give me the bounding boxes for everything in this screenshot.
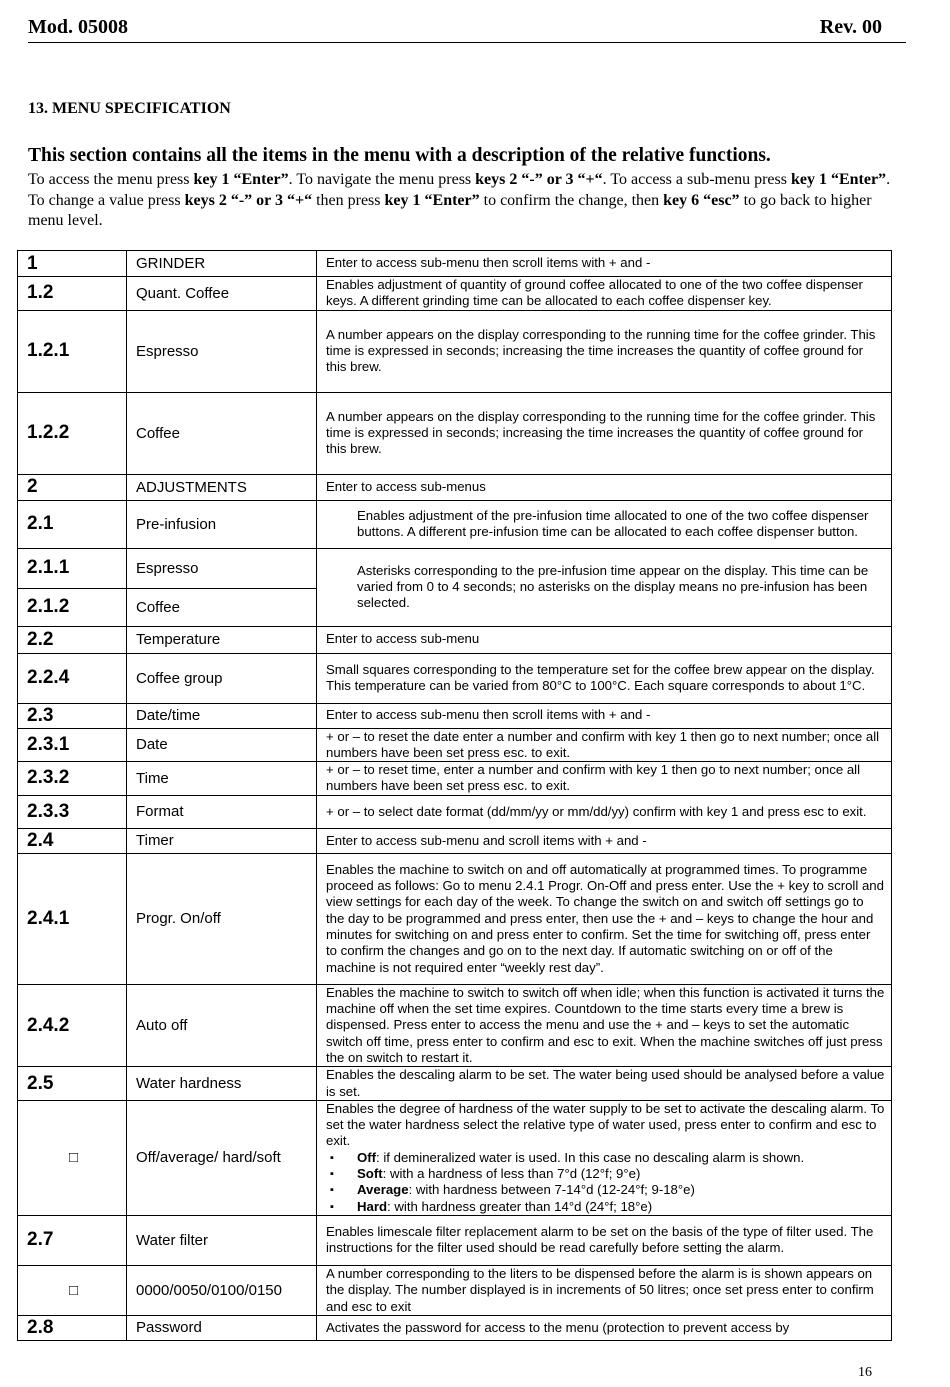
item-name: Coffee: [127, 392, 317, 474]
table-row: [18, 703, 892, 728]
item-number: 2.3.3: [18, 795, 127, 828]
item-number: 2.4: [18, 828, 127, 853]
table-row: [18, 277, 892, 311]
item-number: 2.3.2: [18, 762, 127, 796]
item-description: A number appears on the display corresponding to the running time for the coffee grinder. This time is expressed in seconds; increasing the time increases the quantity of coffee ground for this brew.: [317, 310, 892, 392]
menu-spec-table: [17, 250, 892, 1341]
item-name: ADJUSTMENTS: [127, 474, 317, 500]
item-number: 2.8: [18, 1315, 127, 1340]
page-number: 16: [858, 1365, 872, 1380]
table-row: [18, 251, 892, 277]
model-number: Mod. 05008: [28, 16, 128, 38]
item-description: Enter to access sub-menu then scroll items with + and -: [317, 703, 892, 728]
item-number: 1.2.1: [18, 310, 127, 392]
item-name: Date/time: [127, 703, 317, 728]
table-row: [18, 828, 892, 853]
section-title: 13. MENU SPECIFICATION: [28, 100, 231, 117]
table-row: [18, 853, 892, 984]
item-number: 2.4.2: [18, 984, 127, 1066]
item-number: 2.2: [18, 626, 127, 653]
item-description: Enter to access sub-menus: [317, 474, 892, 500]
item-number: 2.1: [18, 500, 127, 548]
table-row: [18, 500, 892, 548]
item-number: 2.2.4: [18, 653, 127, 703]
list-item: ▪ Average: with hardness between 7-14°d (12-24°f; 9-18°e): [330, 1182, 885, 1198]
item-name: Water filter: [127, 1215, 317, 1265]
item-description: A number appears on the display corresponding to the running time for the coffee grinder. This time is expressed in seconds; increasing the time increases the quantity of coffee ground for this brew.: [317, 392, 892, 474]
table-row: [18, 984, 892, 1066]
item-number: 2: [18, 474, 127, 500]
item-name: Date: [127, 728, 317, 762]
item-description: + or – to reset time, enter a number and confirm with key 1 then go to next number; once all numbers have been set press esc. to exit.: [317, 762, 892, 796]
item-description: Enables the machine to switch to switch off when idle; when this function is activated it turns the machine off when the set time expires. Countdown to the time starts every time a brew is dispensed. Press enter to access the menu and use the + and – keys to set the automatic switch off time, press enter to confirm and esc to exit. When the machine switches off just press the on switch to restart it.: [317, 984, 892, 1066]
item-description: Enables adjustment of the pre-infusion time allocated to one of the two coffee dispenser buttons. A different pre-infusion time can be allocated to each coffee dispenser button.: [317, 500, 892, 548]
item-name: Espresso: [127, 310, 317, 392]
item-description: Enables the degree of hardness of the water supply to be set to activate the descaling alarm. To set the water hardness select the relative type of water used, press enter to confirm and esc to exit. ▪ Off: if demineralized water is used. In this case no descaling alarm is shown. ▪ Soft: with a hardness of less than 7°d (12°f; 9°e) ▪ Average: with hardness between 7-14°d (12-24°f; 9-18°e) ▪ Hard: with hardness greater than 14°d (24°f; 18°e): [317, 1100, 892, 1215]
list-item: ▪ Soft: with a hardness of less than 7°d (12°f; 9°e): [330, 1166, 885, 1182]
item-description: Enables adjustment of quantity of ground coffee allocated to one of the two coffee dispenser keys. A different grinding time can be allocated to each coffee dispenser key.: [317, 277, 892, 311]
page-header: [28, 14, 906, 43]
table-row: [18, 1315, 892, 1340]
item-number: 2.1.1: [18, 548, 127, 588]
item-name: Off/average/ hard/soft: [127, 1100, 317, 1215]
item-number: 2.3.1: [18, 728, 127, 762]
item-name: Coffee: [127, 588, 317, 626]
item-name: GRINDER: [127, 251, 317, 277]
item-name: Temperature: [127, 626, 317, 653]
table-row: [18, 1215, 892, 1265]
hardness-list: [326, 1150, 885, 1215]
item-description: Enter to access sub-menu and scroll items with + and -: [317, 828, 892, 853]
item-description: Enables the descaling alarm to be set. The water being used should be analysed before a value is set.: [317, 1067, 892, 1101]
item-description: Activates the password for access to the menu (protection to prevent access by: [317, 1315, 892, 1340]
item-number: 2.1.2: [18, 588, 127, 626]
item-description: Enter to access sub-menu: [317, 626, 892, 653]
table-row: [18, 1100, 892, 1215]
item-name: Time: [127, 762, 317, 796]
table-row: [18, 548, 892, 588]
item-number: 2.4.1: [18, 853, 127, 984]
item-description: Enables the machine to switch on and off automatically at programmed times. To programme proceed as follows: Go to menu 2.4.1 Progr. On-Off and press enter. Use the + key to scroll and view settings for each day of the week. To change the switch on and switch off settings go to the day to be programmed and press enter, then use the + and – keys to change the hour and minutes for switching on and press enter to confirm. Set the time for switching off, press enter to confirm the changes and go on to the next day. If automatic switching on or off of the machine is not required enter “weekly rest day”.: [317, 853, 892, 984]
item-description: + or – to reset the date enter a number and confirm with key 1 then go to next number; once all numbers have been set press esc. to exit.: [317, 728, 892, 762]
list-item: ▪ Hard: with hardness greater than 14°d (24°f; 18°e): [330, 1199, 885, 1215]
table-row: [18, 1067, 892, 1101]
checkbox-square: □: [18, 1265, 127, 1315]
item-description: Asterisks corresponding to the pre-infusion time appear on the display. This time can be varied from 0 to 4 seconds; no asterisks on the display means no pre-infusion has been selected.: [317, 548, 892, 626]
item-name: Quant. Coffee: [127, 277, 317, 311]
item-name: Pre-infusion: [127, 500, 317, 548]
item-name: Auto off: [127, 984, 317, 1066]
item-name: 0000/0050/0100/0150: [127, 1265, 317, 1315]
item-number: 2.5: [18, 1067, 127, 1101]
table-row: [18, 762, 892, 796]
item-name: Progr. On/off: [127, 853, 317, 984]
checkbox-square: □: [18, 1100, 127, 1215]
intro-paragraph: To access the menu press key 1 “Enter”. To navigate the menu press keys 2 “-” or 3 “+“. To access a sub-menu press key 1 “Enter”. To change a value press keys 2 “-” or 3 “+“ then press key 1 “Enter” to confirm the change, then key 6 “esc” to go back to higher menu level.: [28, 171, 891, 229]
item-description: + or – to select date format (dd/mm/yy or mm/dd/yy) confirm with key 1 and press esc to exit.: [317, 795, 892, 828]
table-row: [18, 1265, 892, 1315]
item-number: 1.2: [18, 277, 127, 311]
revision-number: Rev. 00: [819, 16, 882, 38]
item-number: 1.2.2: [18, 392, 127, 474]
intro-heading: This section contains all the items in the menu with a description of the relative functions.: [28, 145, 771, 166]
table-row: [18, 474, 892, 500]
item-name: Coffee group: [127, 653, 317, 703]
item-description: Small squares corresponding to the temperature set for the coffee brew appear on the display. This temperature can be varied from 80°C to 100°C. Each square corresponds to about 1°C.: [317, 653, 892, 703]
item-name: Format: [127, 795, 317, 828]
item-description: A number corresponding to the liters to be dispensed before the alarm is is shown appears on the display. The number displayed is in increments of 50 litres; once set press enter to confirm and esc to exit: [317, 1265, 892, 1315]
item-number: 2.7: [18, 1215, 127, 1265]
table-row: [18, 626, 892, 653]
item-number: 1: [18, 251, 127, 277]
table-row: [18, 392, 892, 474]
table-row: [18, 795, 892, 828]
table-row: [18, 310, 892, 392]
item-name: Espresso: [127, 548, 317, 588]
item-name: Water hardness: [127, 1067, 317, 1101]
list-item: ▪ Off: if demineralized water is used. In this case no descaling alarm is shown.: [330, 1150, 885, 1166]
item-name: Timer: [127, 828, 317, 853]
item-description: Enables limescale filter replacement alarm to be set on the basis of the type of filter used. The instructions for the filter used should be read carefully before setting the alarm.: [317, 1215, 892, 1265]
item-name: Password: [127, 1315, 317, 1340]
table-row: [18, 653, 892, 703]
table-row: [18, 728, 892, 762]
item-description: Enter to access sub-menu then scroll items with + and -: [317, 251, 892, 277]
item-number: 2.3: [18, 703, 127, 728]
